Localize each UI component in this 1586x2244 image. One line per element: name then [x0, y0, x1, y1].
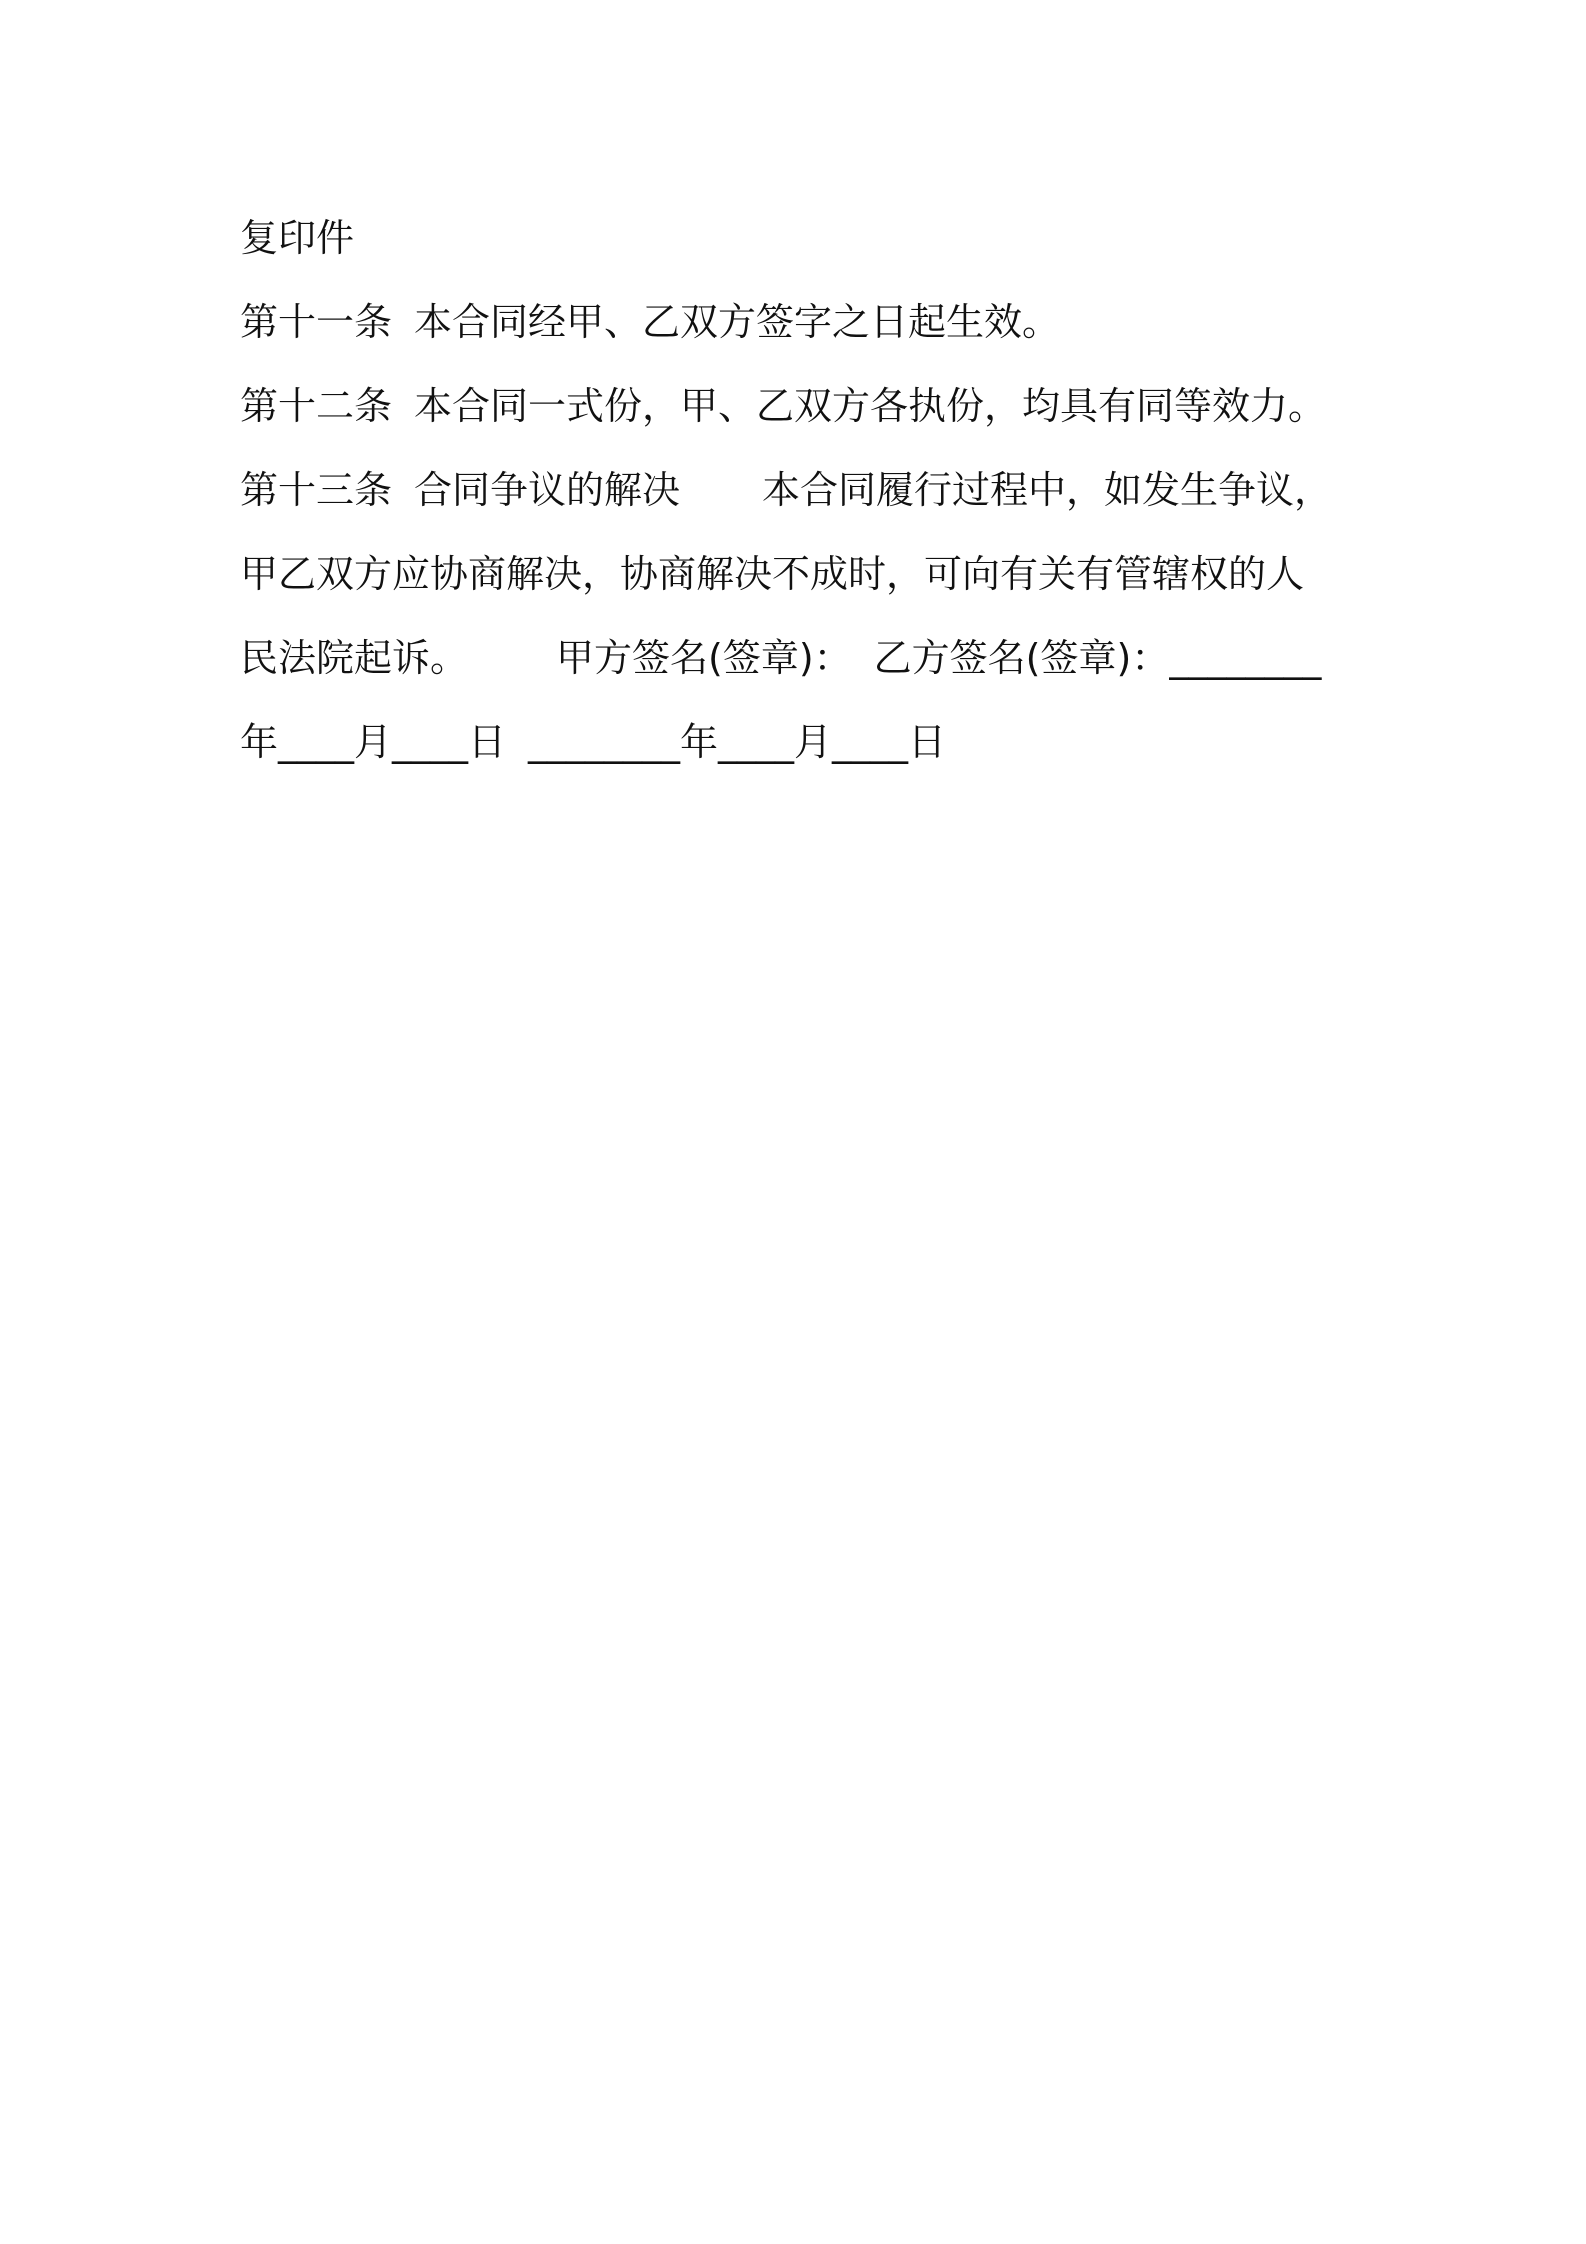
- article-13-line3: [240, 616, 1380, 700]
- party-b-signature-label: 乙方签名(签章)：________: [873, 636, 1322, 680]
- document-body: [240, 196, 1380, 784]
- article-12-number: 第十二条: [240, 384, 393, 428]
- article-13-line2: 甲乙双方应协商解决，协商解决不成时，可向有关有管辖权的人: [240, 552, 1305, 596]
- article-11-number: 第十一条: [240, 300, 393, 344]
- article-11: [240, 280, 1380, 364]
- article-13-number: 第十三条: [240, 468, 393, 512]
- article-13-text-part1: 本合同履行过程中，如发生争议，: [762, 468, 1333, 512]
- article-12-text: 本合同一式份，甲、乙双方各执份，均具有同等效力。: [414, 384, 1327, 428]
- party-a-signature-label: 甲方签名(签章)：: [556, 636, 852, 680]
- article-13-text-part3: 民法院起诉。: [240, 636, 469, 680]
- article-12: [240, 364, 1380, 448]
- party-b-date: ________年____月____日: [528, 720, 947, 764]
- signature-dates: [240, 700, 1380, 784]
- party-a-date: 年____月____日: [240, 720, 507, 764]
- article-13-line1: [240, 448, 1380, 532]
- copy-heading: 复印件: [240, 216, 355, 260]
- article-13-heading: 合同争议的解决: [414, 468, 681, 512]
- article-11-text: 本合同经甲、乙双方签字之日起生效。: [414, 300, 1061, 344]
